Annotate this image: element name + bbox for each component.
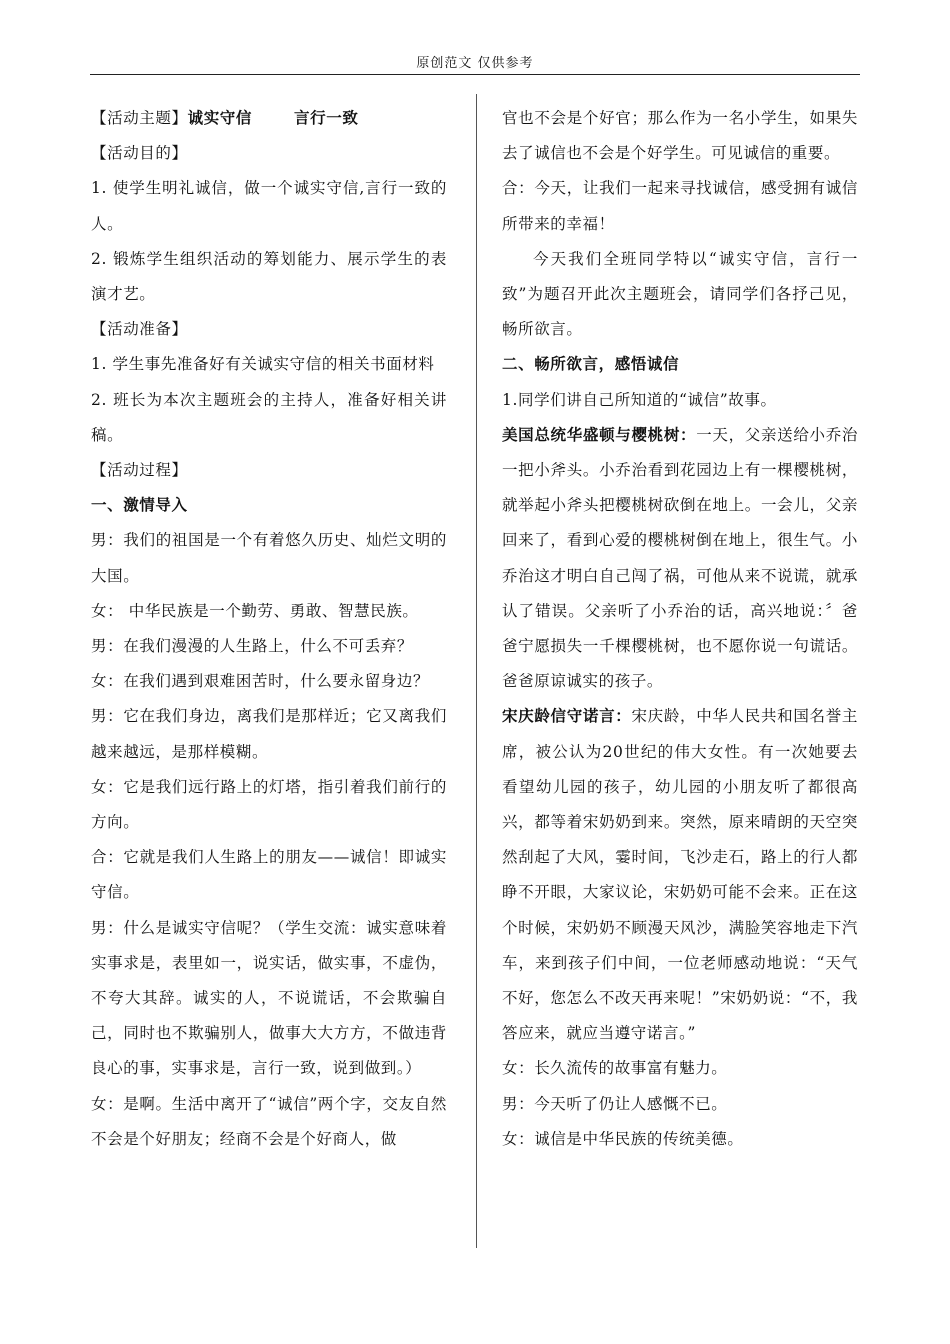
goal-item-2: 2. 锻炼学生组织活动的筹划能力、展示学生的表演才艺。 bbox=[91, 249, 447, 304]
dialogue-line: 合：它就是我们人生路上的朋友——诚信！即诚实守信。 bbox=[91, 848, 447, 902]
story-body: 一天，父亲送给小乔治一把小斧头。小乔治看到花园边上有一棵樱桃树，就举起小斧头把樱桃树砍倒在地上。一会儿，父亲回来了，看到心爱的樱桃树倒在地上，很生气。小乔治这才明白自己闯了祸，可他从来不说谎，就承认了错误。父亲听了小乔治的话，高兴地说：〞爸爸宁愿损失一千棵樱桃树，也不愿你说一句谎话。爸爸原谅诚实的孩子。 bbox=[502, 425, 858, 691]
paragraph: 1.同学们讲自己所知道的“诚信”故事。 bbox=[502, 390, 777, 409]
paragraph: 官也不会是个好官；那么作为一名小学生，如果失去了诚信也不会是个好学生。可见诚信的重要。 bbox=[502, 109, 858, 163]
right-column bbox=[502, 101, 858, 1157]
dialogue-line: 女：长久流传的故事富有魅力。 bbox=[502, 1059, 728, 1078]
prep-heading: 【活动准备】 bbox=[91, 320, 188, 339]
left-column bbox=[91, 101, 447, 1157]
activity-theme bbox=[91, 101, 447, 136]
dialogue-line: 女：在我们遇到艰难困苦时，什么要永留身边？ bbox=[91, 672, 430, 691]
dialogue-line: 男：我们的祖国是一个有着悠久历史、灿烂文明的大国。 bbox=[91, 531, 447, 585]
dialogue-line: 男：它在我们身边，离我们是那样近；它又离我们越来越远，是那样模糊。 bbox=[91, 707, 447, 761]
prep-item-2: 2. 班长为本次主题班会的主持人，准备好相关讲稿。 bbox=[91, 390, 447, 444]
dialogue-line: 女：它是我们远行路上的灯塔，指引着我们前行的方向。 bbox=[91, 777, 447, 832]
process-heading: 【活动过程】 bbox=[91, 461, 188, 480]
dialogue-line: 女：诚信是中华民族的传统美德。 bbox=[502, 1129, 744, 1148]
story-song-qingling bbox=[502, 699, 858, 1051]
story-title: 宋庆龄信守诺言： bbox=[502, 707, 632, 726]
paragraph: 今天我们全班同学特以“诚实守信，言行一致”为题召开此次主题班会，请同学们各抒己见，畅所欲言。 bbox=[502, 249, 858, 339]
page-header bbox=[90, 0, 860, 75]
column-divider bbox=[476, 94, 477, 1248]
theme-title-b: 言行一致 bbox=[294, 109, 359, 127]
story-body: 宋庆龄，中华人民共和国名誉主席，被公认为20世纪的伟大女性。有一次她要去看望幼儿园的孩子，幼儿园的小朋友听了都很高兴，都等着宋奶奶到来。突然，原来晴朗的天空突然刮起了大风，霎时间，飞沙走石，路上的行人都睁不开眼，大家议论，宋奶奶可能不会来。正在这个时候，宋奶奶不顾漫天风沙，满脸笑容地走下汽车，来到孩子们中间，一位老师感动地说：“天气不好，您怎么不改天再来呢！”宋奶奶说：“不，我答应来，就应当遵守诺言。” bbox=[502, 707, 858, 1043]
dialogue-line: 男：今天听了仍让人感慨不已。 bbox=[502, 1094, 728, 1113]
header-text: 原创范文 仅供参考 bbox=[416, 56, 534, 71]
section-1-heading: 一、激情导入 bbox=[91, 496, 188, 515]
theme-title-a: 诚实守信 bbox=[187, 109, 253, 127]
story-washington bbox=[502, 418, 858, 700]
section-2-heading: 二、畅所欲言，感悟诚信 bbox=[502, 355, 680, 374]
dialogue-line: 男：在我们漫漫的人生路上，什么不可丢弃？ bbox=[91, 637, 414, 656]
dialogue-line: 合：今天，让我们一起来寻找诚信，感受拥有诚信所带来的幸福！ bbox=[502, 179, 858, 233]
dialogue-line: 女： 中华民族是一个勤劳、勇敢、智慧民族。 bbox=[91, 601, 419, 620]
dialogue-line: 女：是啊。生活中离开了“诚信”两个字，交友自然不会是个好朋友；经商不会是个好商人，做 bbox=[91, 1094, 447, 1148]
story-title: 美国总统华盛顿与樱桃树： bbox=[502, 425, 697, 444]
goal-heading: 【活动目的】 bbox=[91, 144, 188, 163]
theme-label: 【活动主题】 bbox=[91, 109, 188, 127]
prep-item-1: 1. 学生事先准备好有关诚实守信的相关书面材料 bbox=[91, 355, 435, 374]
goal-item-1: 1. 使学生明礼诚信，做一个诚实守信,言行一致的人。 bbox=[91, 179, 447, 233]
dialogue-line: 男：什么是诚实守信呢？（学生交流：诚实意味着实事求是，表里如一，说实话，做实事，不虚伪，不夸大其辞。诚实的人，不说谎话，不会欺骗自己，同时也不欺骗别人，做事大大方方，不做违背良心的事，实事求是，言行一致，说到做到。） bbox=[91, 918, 447, 1078]
